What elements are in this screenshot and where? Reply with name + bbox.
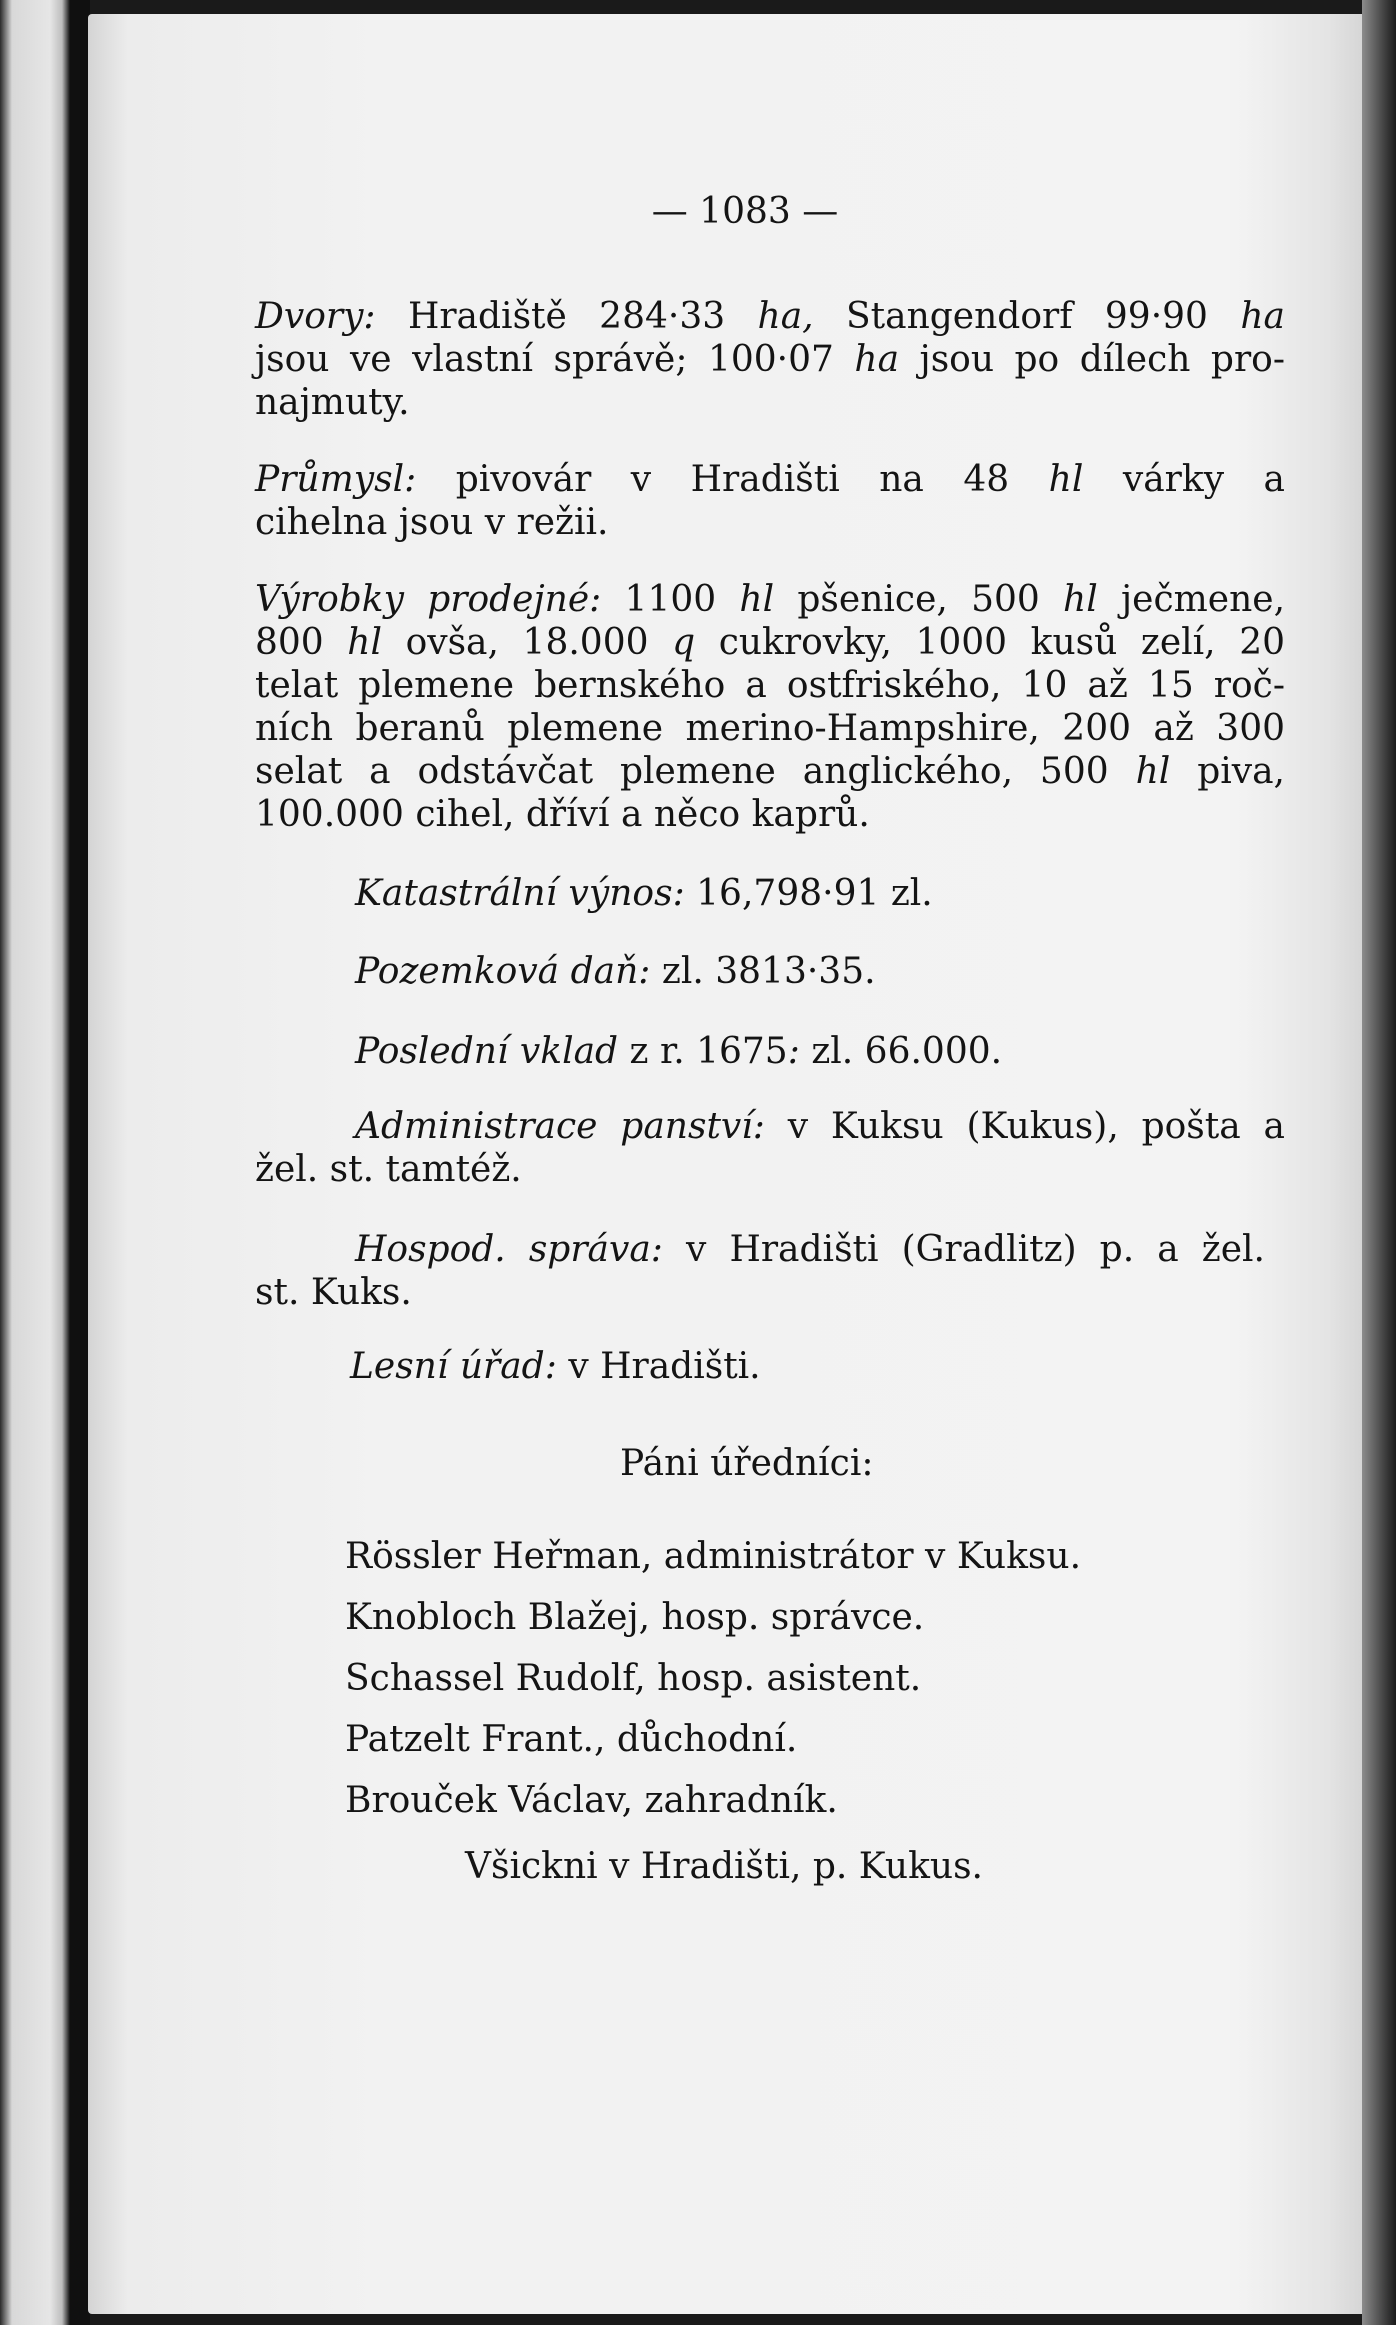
entry-label: Hospod. správa:	[355, 1229, 663, 1270]
official-item: Knobloch Blažej, hosp. správce.	[345, 1597, 925, 1638]
entry-colon: :	[787, 1031, 800, 1072]
entry-label: Dvory:	[255, 296, 376, 337]
official-item: Rössler Heřman, administrátor v Kuksu.	[345, 1536, 1082, 1577]
italic-unit: hl	[1048, 459, 1084, 500]
entry-value-b: zl. 66.000.	[811, 1031, 1003, 1072]
entry-value: 16,798·91 zl.	[696, 873, 933, 914]
entry-label: Poslední vklad	[355, 1031, 619, 1072]
italic-unit: ha	[1240, 296, 1285, 337]
officials-heading: Páni úředníci:	[620, 1443, 874, 1484]
line-2-0: 1100 hl pšenice, 500 hl ječmene,	[624, 579, 1286, 620]
italic-unit: hl	[1063, 579, 1098, 620]
entry-value-a: z r. 1675	[629, 1031, 788, 1072]
entry-posledni-vklad	[355, 1030, 1002, 1073]
official-item: Brouček Václav, zahradník.	[345, 1780, 838, 1821]
line-0-0: Hradiště 284·33 ha, Stangendorf 99·90 ha	[407, 296, 1285, 337]
entry-line: 100.000 cihel, dříví a něco kaprů.	[255, 794, 870, 835]
italic-unit: hl	[1135, 751, 1171, 792]
entry-value: zl. 3813·35.	[661, 951, 876, 992]
entry-hospod-sprava	[255, 1228, 1265, 1314]
official-item: Patzelt Frant., důchodní.	[345, 1719, 798, 1760]
entry-line	[255, 1105, 1285, 1148]
closing-line: Všickni v Hradišti, p. Kukus.	[465, 1846, 983, 1887]
page-edge-shadow	[1362, 0, 1396, 2325]
italic-unit: hl	[347, 622, 382, 663]
entry-value: v Hradišti (Gradlitz) p. a žel.	[686, 1229, 1265, 1270]
entry-label: Katastrální výnos:	[355, 873, 685, 914]
entry-value: v Kuksu (Kukus), pošta a	[787, 1106, 1285, 1147]
entry-line: žel. st. tamtéž.	[255, 1149, 522, 1190]
italic-unit: ha,	[757, 296, 814, 337]
entry-dvory	[255, 295, 1285, 424]
entry-prumysl	[255, 458, 1285, 544]
entry-line: selat a odstávčat plemene anglického, 500 hl piva,	[255, 751, 1286, 792]
entry-value: v Hradišti.	[568, 1346, 761, 1387]
entry-lesni-urad	[350, 1345, 761, 1388]
entry-line	[255, 458, 1285, 501]
entry-vyrobky	[255, 578, 1285, 836]
entry-line: cihelna jsou v režii.	[255, 502, 609, 543]
entry-label: Lesní úřad:	[350, 1346, 557, 1387]
entry-line: ních beranů plemene merino-Hampshire, 200 až 300	[255, 708, 1285, 749]
entry-pozemkova	[355, 950, 876, 993]
line-1-0: pivovár v Hradišti na 48 hl várky a	[455, 459, 1285, 500]
entry-line: telat plemene bernského a ostfriského, 10 až 15 roč-	[255, 665, 1285, 706]
entry-katastralni	[355, 872, 933, 915]
entry-label: Výrobky prodejné:	[255, 579, 602, 620]
entry-label: Průmysl:	[255, 459, 417, 500]
italic-unit: q	[672, 622, 696, 663]
entry-line: jsou ve vlastní správě; 100·07 ha jsou po dílech pro-	[255, 339, 1285, 380]
entry-line: najmuty.	[255, 382, 410, 423]
entry-line	[255, 295, 1285, 338]
italic-unit: ha	[854, 339, 900, 380]
entry-line: 800 hl ovša, 18.000 q cukrovky, 1000 kusů zelí, 20	[255, 622, 1286, 663]
entry-label: Pozemková daň:	[355, 951, 651, 992]
official-item: Schassel Rudolf, hosp. asistent.	[345, 1658, 922, 1699]
entry-administrace	[255, 1105, 1285, 1191]
entry-line: st. Kuks.	[255, 1272, 412, 1313]
entry-label: Administrace panství:	[355, 1106, 765, 1147]
entry-line	[255, 578, 1285, 621]
entry-line	[255, 1228, 1265, 1271]
book-spine	[0, 0, 90, 2325]
page-number: — 1083 —	[651, 191, 839, 232]
italic-unit: hl	[739, 579, 775, 620]
